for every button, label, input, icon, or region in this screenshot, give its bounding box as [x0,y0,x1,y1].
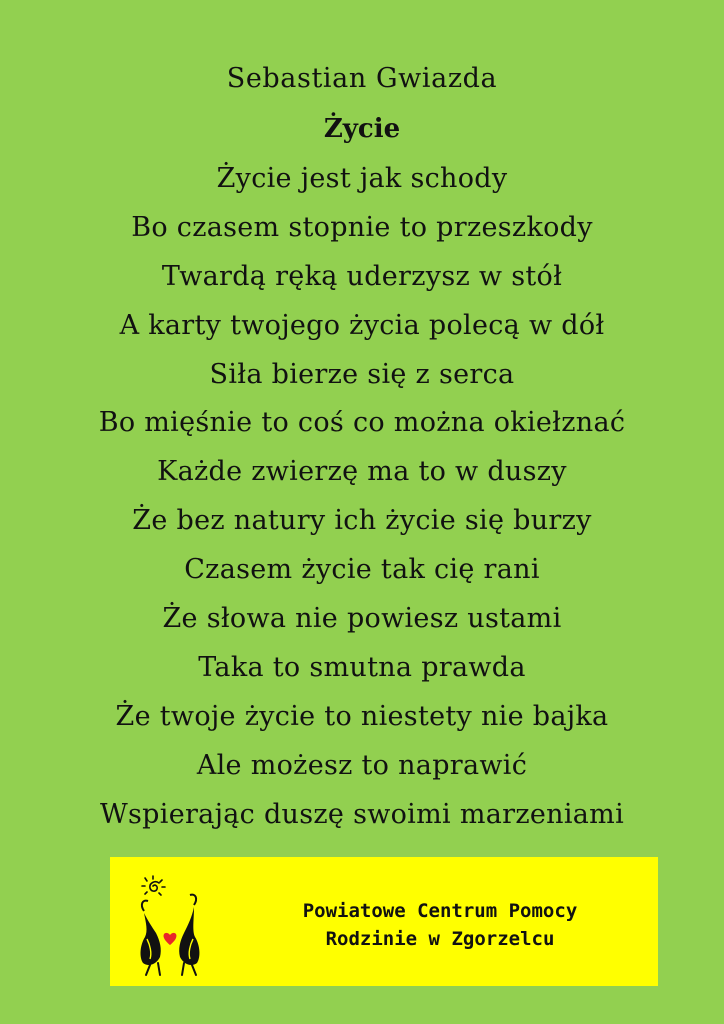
poem-line: Że słowa nie powiesz ustami [162,603,562,635]
pcpr-logo-icon [136,873,206,977]
organization-name [230,897,650,953]
poem-line: Ale możesz to naprawić [196,749,528,781]
poem-line: Wspierając duszę swoimi marzeniami [99,798,625,830]
poem-line: A karty twojego życia polecą w dół [119,309,605,341]
poem-line: Że twoje życie to niestety nie bajka [115,700,609,732]
poem-line: Bo czasem stopnie to przeszkody [131,211,593,243]
poem-title: Życie [323,114,401,144]
poem-line: Czasem życie tak cię rani [184,554,540,586]
poem-line: Twardą ręką uderzysz w stół [161,260,563,292]
organization-name-line-1: Powiatowe Centrum Pomocy [302,900,578,922]
poem-line: Że bez natury ich życie się burzy [132,505,592,537]
organization-banner [110,857,658,986]
poem-author: Sebastian Gwiazda [226,63,498,94]
poem-line: Taka to smutna prawda [198,651,526,683]
poem-line: Każde zwierzę ma to w duszy [157,456,567,488]
poem-line: Siła bierze się z serca [209,358,515,390]
poem [0,54,724,839]
organization-name-line-2: Rodzinie w Zgorzelcu [325,928,555,950]
poem-line: Życie jest jak schody [216,163,508,194]
poem-line: Bo mięśnie to coś co można okiełznać [98,407,626,439]
